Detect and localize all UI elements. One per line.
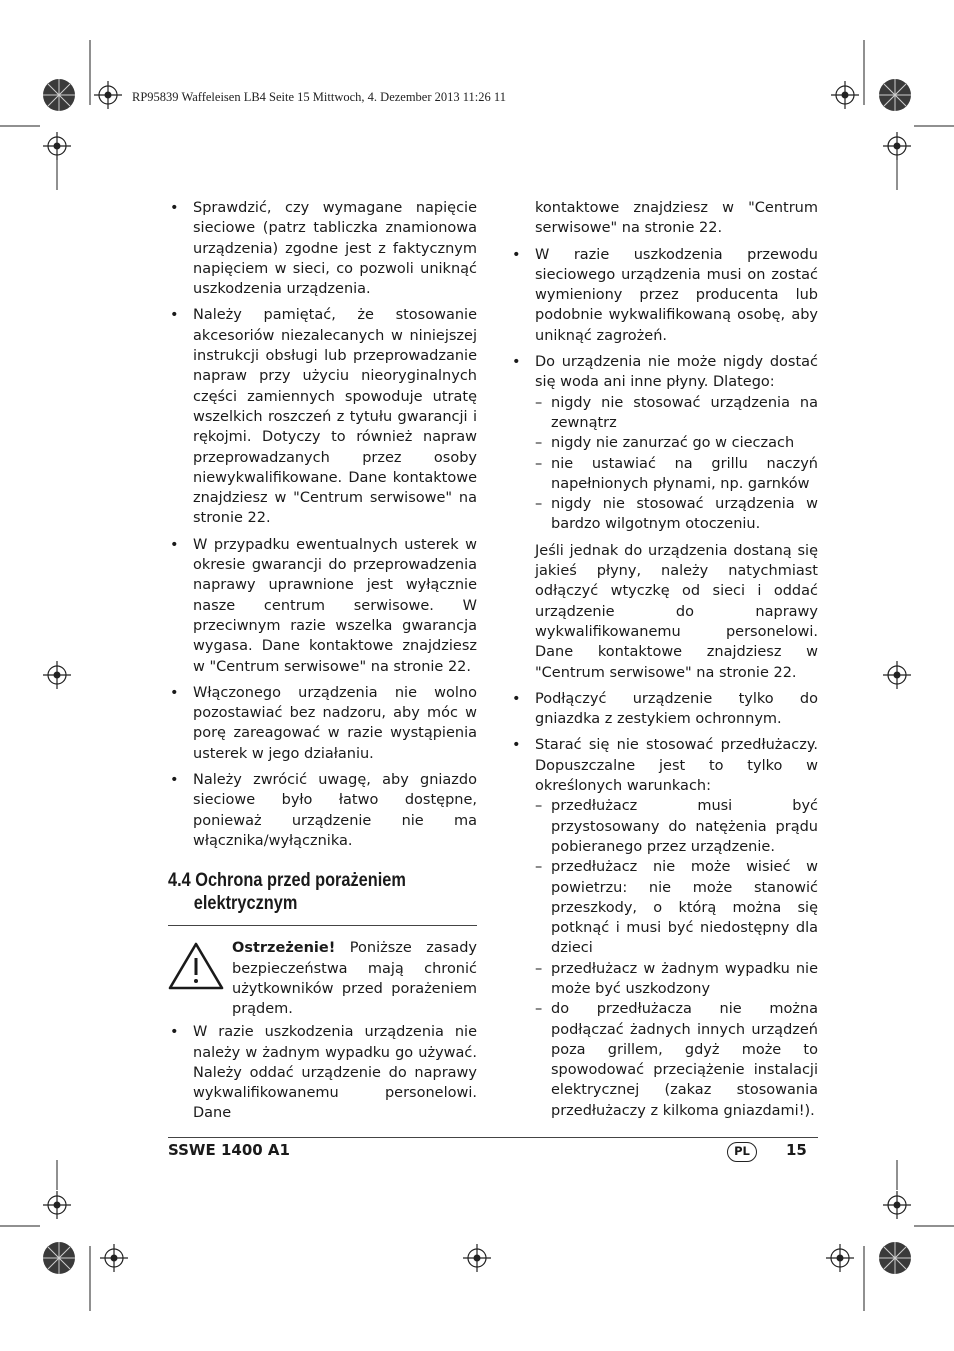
bullet-icon: •: [170, 684, 179, 701]
dash-item: – przedłużacz w żadnym wypadku nie może być uszkodzony: [535, 960, 818, 997]
bullet-icon: •: [170, 200, 179, 216]
dash-icon: –: [535, 435, 543, 452]
list-item: • W razie uszkodzenia przewodu sieciowego urządzenia musi on zostać wymieniony przez producenta lub podobnie wykwalifikowaną osobę, aby uniknąć zagrożeń.: [512, 246, 818, 344]
dash-icon: –: [535, 394, 543, 411]
dash-icon: –: [535, 960, 543, 977]
bullet-icon: •: [512, 690, 521, 707]
dash-icon: –: [535, 859, 543, 876]
dash-icon: –: [535, 798, 543, 815]
bullet-icon: •: [170, 536, 179, 553]
bullet-icon: •: [512, 246, 521, 263]
language-badge: PL: [727, 1142, 757, 1162]
print-header: RP95839 Waffeleisen LB4 Seite 15 Mittwoch, 4. Dezember 2013 11:26 11: [132, 90, 506, 104]
list-item: • Do urządzenia nie może nigdy dostać się woda ani inne płyny. Dlatego: – nigdy nie stosować urządzenia na zewnątrz – nigdy nie zanurzać go w cieczach – nie ustawiać na grillu naczyń napełnionych płynami, np. garnków – nigdy nie stosować urządzenia w bardzo wilgotnym otoczeniu.: [510, 352, 818, 535]
warning-label: Ostrzeżenie!: [232, 940, 336, 957]
list-item: • W razie uszkodzenia urządzenia nie należy w żadnym wypadku go używać. Należy oddać urządzenie do naprawy wykwalifikowanemu personelowi. Dane: [170, 1024, 477, 1122]
dash-item: – nigdy nie stosować urządzenia w bardzo wilgotnym otoczeniu.: [535, 496, 818, 533]
dash-icon: –: [535, 455, 543, 472]
dash-item: – nie ustawiać na grillu naczyń napełnionych płynami, np. garnków: [535, 455, 818, 492]
bullet-icon: •: [512, 354, 521, 371]
list-item: • Włączonego urządzenia nie wolno pozostawiać bez nadzoru, aby móc w porę zareagować w razie wystąpienia usterek w jego działaniu.: [170, 684, 477, 762]
list-item: • Sprawdzić, czy wymagane napięcie sieciowe (patrz tabliczka znamionowa urządzenia) zgodne jest z faktycznym napięciem w sieci, co pozwoli uniknąć uszkodzenia urządzenia.: [170, 200, 477, 298]
warning-body: Poniższe zasady bezpieczeństwa mają chronić użytkowników przed porażeniem prądem.: [232, 940, 477, 1018]
list-item: • Podłączyć urządzenie tylko do gniazdka z zestykiem ochronnym.: [512, 690, 818, 728]
dash-item: – przedłużacz musi być przystosowany do natężenia prądu pobieranego przez urządzenie.: [535, 798, 818, 855]
list-item: • Starać się nie stosować przedłużaczy. Dopuszczalne jest to tylko w określonych warunkach: – przedłużacz musi być przystosowany do natężenia prądu pobieranego przez urządzenie. – przedłużacz nie może wisieć w powietrzu: nie może stanowić przeszkody, o którą można się potknąć i musi być niedostępny dla dzieci – przedłużacz w żadnym wypadku nie może być uszkodzony – do przedłużacza nie można podłączać żadnych innych urządzeń poza grillem, gdyż może to spowodować przeciążenie instalacji elektrycznej (zakaz stosowania przedłużaczy z kilkoma gniazdami!).: [510, 735, 818, 1121]
dash-item: – przedłużacz nie może wisieć w powietrzu: nie może stanowić przeszkody, o którą można się potknąć i musi być niedostępny dla dzieci: [535, 859, 818, 957]
list-item: • W przypadku ewentualnych usterek w okresie gwarancji do przeprowadzenia naprawy uprawnione jest wyłącznie nasze centrum serwisowe. W przeciwnym razie wszelka gwarancja wygasa. Dane kontaktowe znajdziesz w "Centrum serwisowe" na stronie 22.: [170, 536, 477, 675]
dash-item: – do przedłużacza nie można podłączać żadnych innych urządzeń poza grillem, gdyż może to spowodować przeciążenie instalacji elektrycznej (zakaz stosowania przedłużaczy z kilkoma gniazdami!).: [535, 1001, 818, 1119]
list-item: • Należy pamiętać, że stosowanie akcesoriów niezalecanych w niniejszej instrukcji obsługi lub przeprowadzanie napraw przy użyciu nieoryginalnych części zamiennych spowoduje utratę wszelkich roszczeń z tytułu gwarancji i rękojmi. Dotyczy to również napraw przeprowadzanych przez osoby niewykwalifikowane. Dane kontaktowe znajdziesz w "Centrum serwisowe" na stronie 22.: [170, 307, 477, 527]
bullet-icon: •: [170, 1024, 179, 1041]
liquid-followup-paragraph: Jeśli jednak do urządzenia dostaną się jakieś płyny, należy natychmiast odłączyć wtyczkę od sieci i oddać urządzenie do naprawy wykwalifikowanemu personelowi. Dane kontaktowe znajdziesz w "Centrum serwisowe" na stronie 22.: [535, 542, 818, 681]
continuation-paragraph: kontaktowe znajdziesz w "Centrum serwisowe" na stronie 22.: [535, 200, 818, 237]
page-number: 15: [786, 1141, 807, 1159]
dash-item: – nigdy nie stosować urządzenia na zewnątrz: [535, 394, 818, 431]
footer-model: SSWE 1400 A1: [168, 1141, 290, 1159]
bullet-icon: •: [170, 772, 179, 789]
bullet-icon: •: [170, 307, 179, 324]
section-heading-line-2: elektrycznym: [193, 893, 298, 915]
dash-item: – nigdy nie zanurzać go w cieczach: [535, 433, 818, 453]
dash-icon: –: [535, 1001, 543, 1018]
section-heading-line-1: 4.4 Ochrona przed porażeniem: [168, 870, 406, 892]
dash-icon: –: [535, 496, 543, 513]
bullet-icon: •: [512, 737, 521, 754]
list-item: • Należy zwrócić uwagę, aby gniazdo sieciowe było łatwo dostępne, ponieważ urządzenie nie ma włącznika/wyłącznika.: [170, 772, 477, 849]
